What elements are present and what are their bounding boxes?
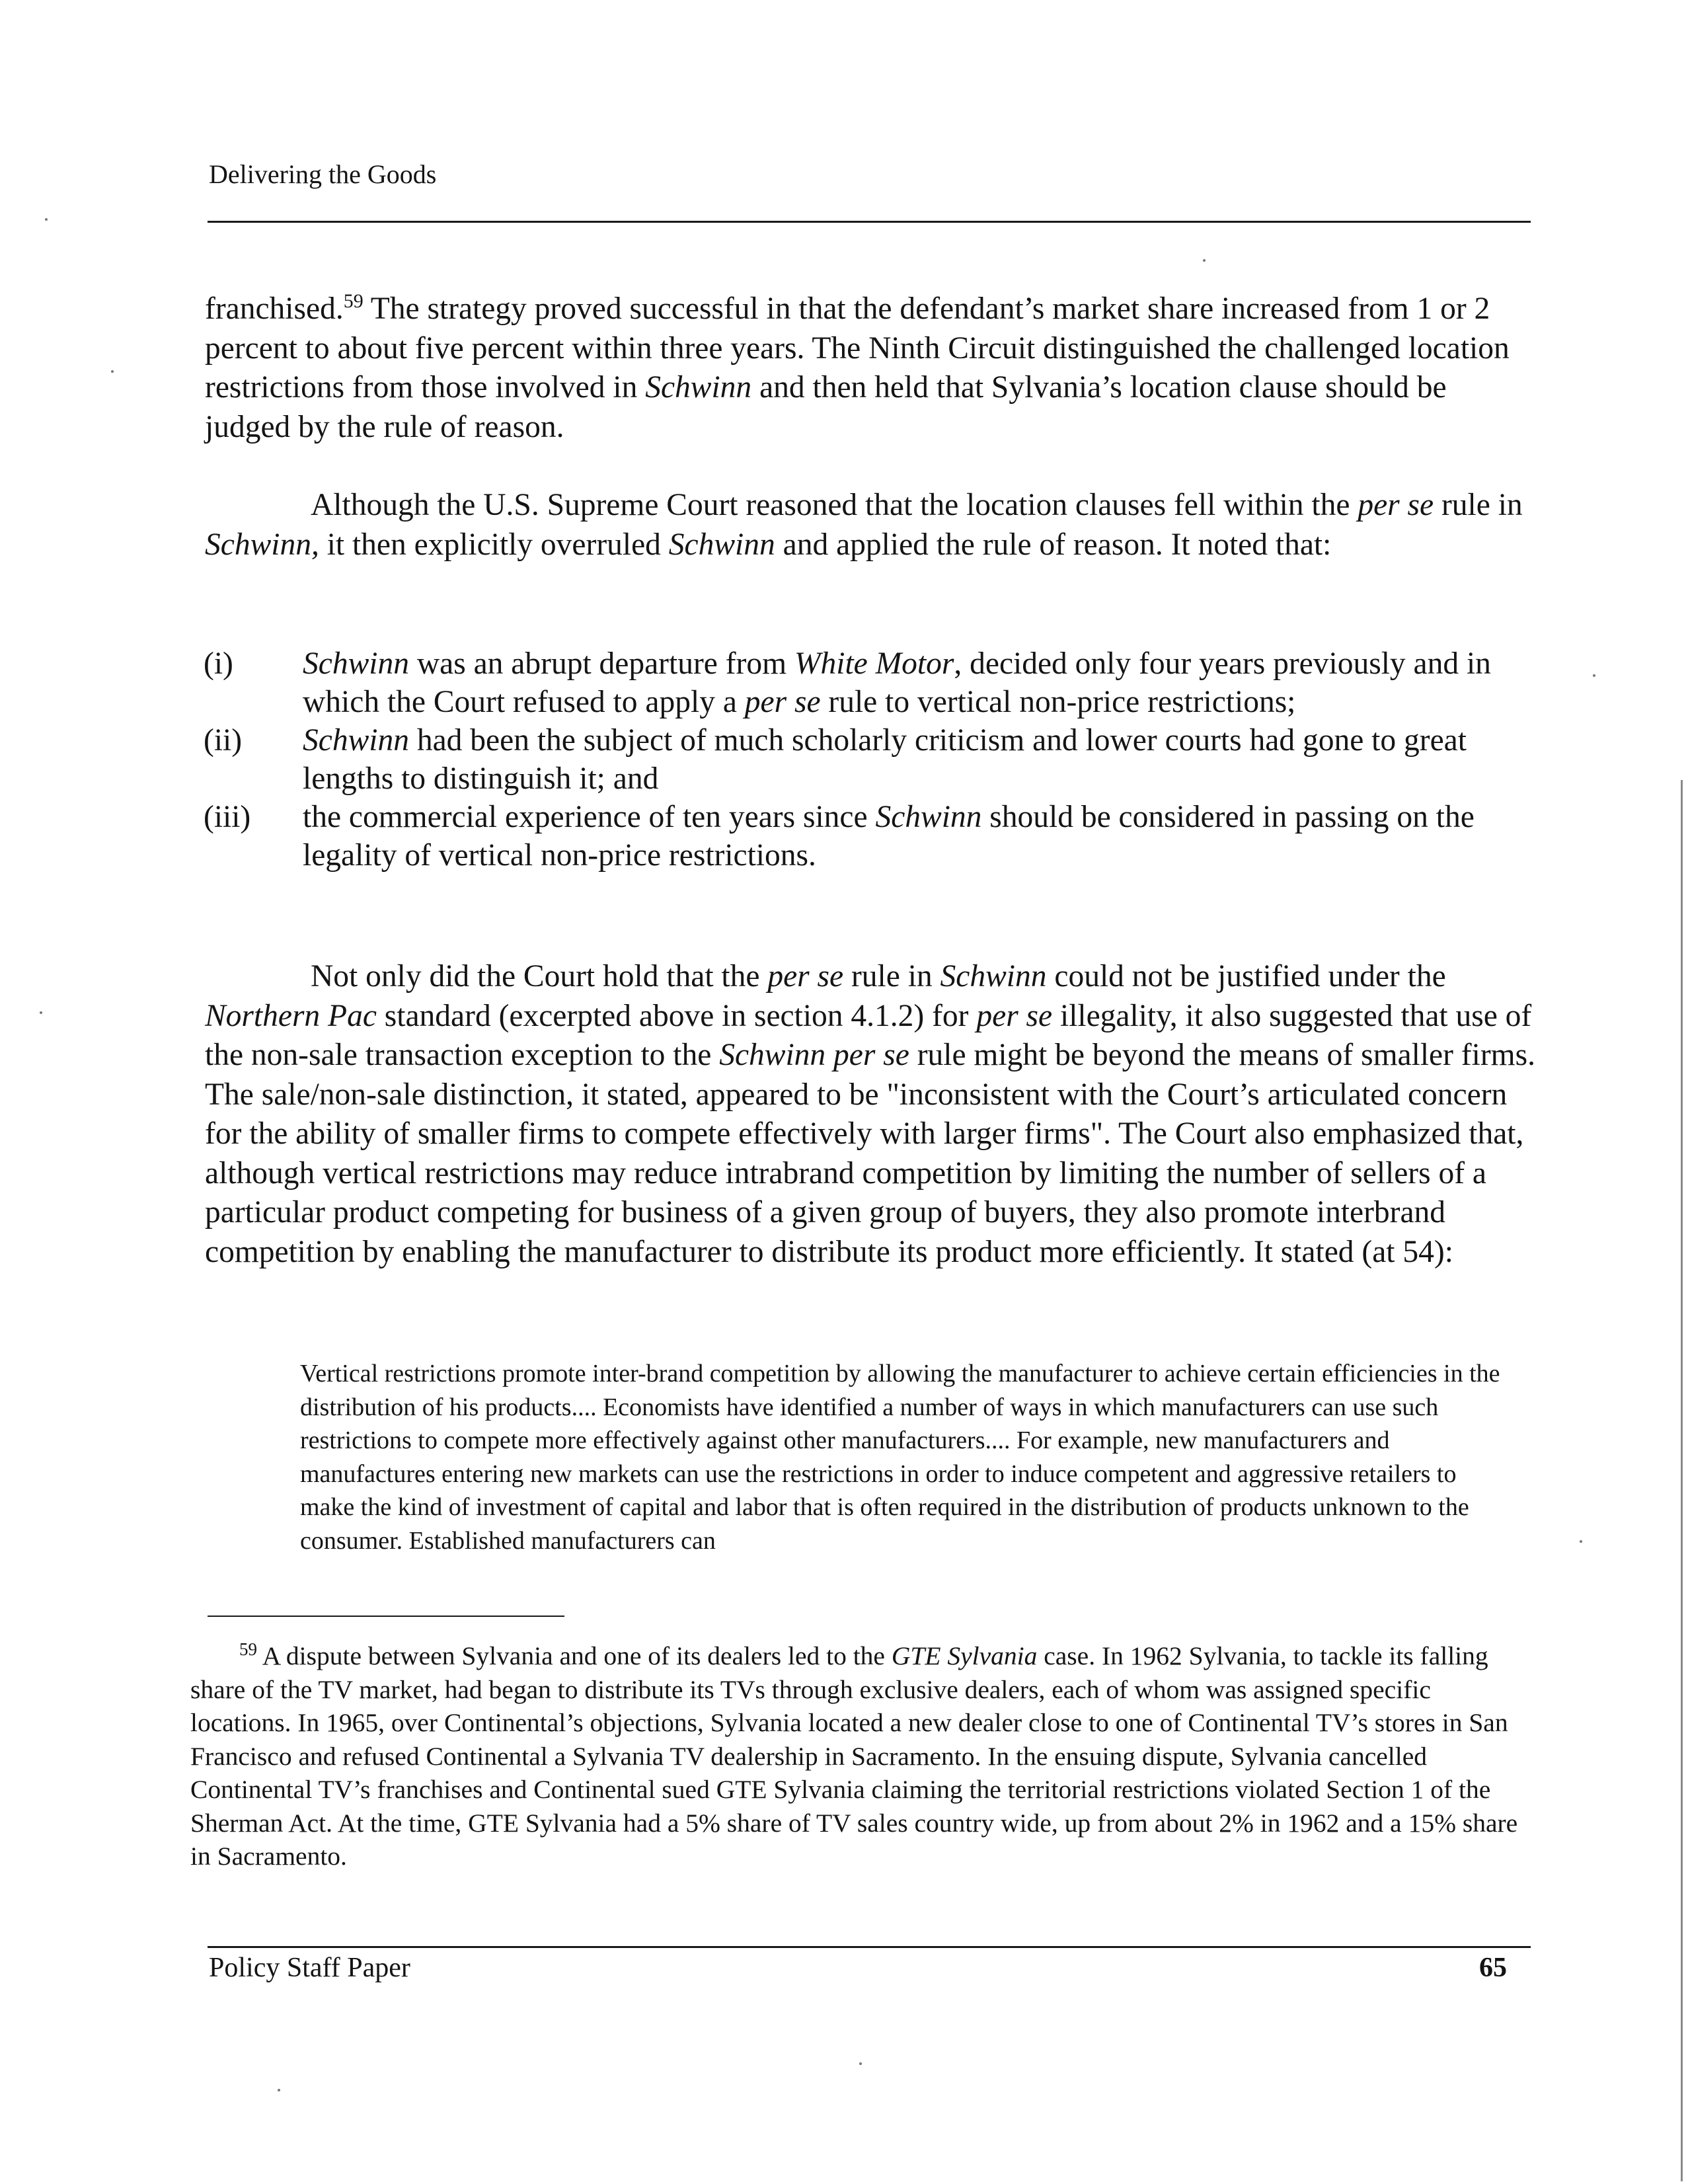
case-name-italic: Schwinn [645,370,752,405]
footnote-text: A dispute between Sylvania and one of its dealers led to the [257,1641,892,1670]
latin-term-italic: per se [767,959,844,994]
numbered-list [204,644,1542,875]
page-number: 65 [1479,1953,1507,1983]
footnote-ref-59[interactable]: 59 [343,290,364,313]
paragraph-2-text: and applied the rule of reason. It noted that: [775,527,1332,562]
paragraph-3-text: standard (excerpted above in section 4.1.2) for [376,998,977,1033]
case-name-italic: Schwinn [668,527,775,562]
paragraph-3-text: could not be justified under the [1046,959,1446,994]
list-item-text [303,798,1542,875]
paragraph-1 [205,290,1537,447]
paragraph-3-text: Not only did the Court hold that the [311,959,768,994]
latin-term-italic: per se [976,998,1053,1033]
paragraph-3-text: illegality, it also suggested that use of the non-sale transaction exception to the [205,998,1532,1072]
list-text-run: rule to vertical non-price restrictions; [820,685,1296,719]
list-text-run: the commercial experience of ten years since [303,800,876,834]
footer-title: Policy Staff Paper [209,1953,410,1983]
scan-speck [1580,1540,1582,1543]
paragraph-1-text: and then held that Sylvania’s location clause should be judged by the rule of reason. [205,370,1447,444]
scan-speck [45,218,48,221]
header-rule [208,221,1531,223]
scan-speck [859,2062,862,2065]
footnote-separator [208,1616,564,1617]
paragraph-2-text: Although the U.S. Supreme Court reasoned that the location clauses fell within the [311,488,1358,522]
scan-speck [278,2089,280,2091]
scan-speck [1593,674,1595,677]
list-text-run: had been the subject of much scholarly criticism and lower courts had gone to great lengths to distinguish it; and [303,723,1467,796]
paragraph-2 [205,486,1537,565]
paragraph-3-text: rule might be beyond the means of smaller firms. The sale/non-sale distinction, it stated, appeared to be "inconsistent with the Court’s articulated concern for the ability of smaller firms to compete effectively with larger firms". The Court also emphasized that, although vertical restrictions may reduce intrabrand competition by limiting the number of sellers of a particular product competing for business of a given group of buyers, they also promote interbrand competition by enabling the manufacturer to distribute its product more efficiently. It stated (at 54): [205,1038,1535,1269]
latin-term-italic: per se [744,685,821,719]
list-text-run: , decided only four years previously and in which the Court refused to apply a [303,646,1491,719]
footnote-text: case. In 1962 Sylvania, to tackle its falling share of the TV market, had began to distribute its TVs through exclusive dealers, each of whom was assigned specific locations. In 1965, over Continental’s objections, Sylvania located a new dealer close to one of Continental TV’s stores in San Francisco and refused Continental a Sylvania TV dealership in Sacramento. In the ensuing dispute, Sylvania cancelled Continental TV’s franchises and Continental sued GTE Sylvania claiming the territorial restrictions violated Section 1 of the Sherman Act. At the time, GTE Sylvania had a 5% share of TV sales country wide, up from about 2% in 1962 and a 15% share in Sacramento. [190,1641,1518,1871]
paragraph-2-text: it then explicitly overruled [319,527,669,562]
case-name-italic: Northern Pac [205,998,377,1033]
list-item-number: (i) [204,646,233,681]
case-name-italic: Schwinn [940,959,1047,994]
running-header: Delivering the Goods [209,159,437,189]
paragraph-1-text: The strategy proved successful in that the defendant’s market share increased from 1 or 2 percent to about five percent within three years. The Ninth Circuit distinguished the challenged location restrictions from those involved in [205,292,1510,405]
list-item [204,798,1542,875]
footnote-59 [190,1639,1532,1873]
scan-speck [1203,259,1206,262]
paragraph-3-text: rule in [843,959,940,994]
case-name-italic: Schwinn per se [719,1038,909,1072]
list-item [204,644,1542,721]
scan-speck [111,370,114,373]
latin-term-italic: per se [1358,488,1434,522]
list-item-number: (iii) [204,800,251,834]
list-text-run: should be considered in passing on the legality of vertical non-price restrictions. [303,800,1475,873]
paragraph-1-text: franchised. [205,292,344,326]
list-text-run: was an abrupt departure from [408,646,794,681]
footer-rule [208,1946,1531,1948]
case-name-italic: Schwinn [303,646,409,681]
block-quote: Vertical restrictions promote inter-brand competition by allowing the manufacturer to achieve certain efficiencies in the distribution of his products.... Economists have identified a number of ways in which manufacturers can use such restrictions to compete more effectively against other manufacturers.... For example, new manufacturers and manufactures entering new markets can use the restrictions in order to induce competent and aggressive retailers to make the kind of investment of capital and labor that is often required in the distribution of products unknown to the consumer. Established manufacturers can [300,1360,1500,1555]
case-name-italic: White Motor [794,646,954,681]
case-name-italic: Schwinn, [205,527,319,562]
paragraph-3 [205,957,1537,1272]
scan-speck [40,1011,42,1014]
case-name-italic: Schwinn [303,723,409,758]
case-name-italic: GTE Sylvania [891,1641,1038,1670]
footnote-number: 59 [239,1639,257,1659]
paragraph-2-text: rule in [1434,488,1523,522]
case-name-italic: Schwinn [875,800,982,834]
list-item [204,721,1542,798]
list-item-text [303,644,1542,721]
scan-edge-mark [1681,780,1683,2181]
list-item-text [303,721,1542,798]
list-item-number: (ii) [204,723,243,758]
